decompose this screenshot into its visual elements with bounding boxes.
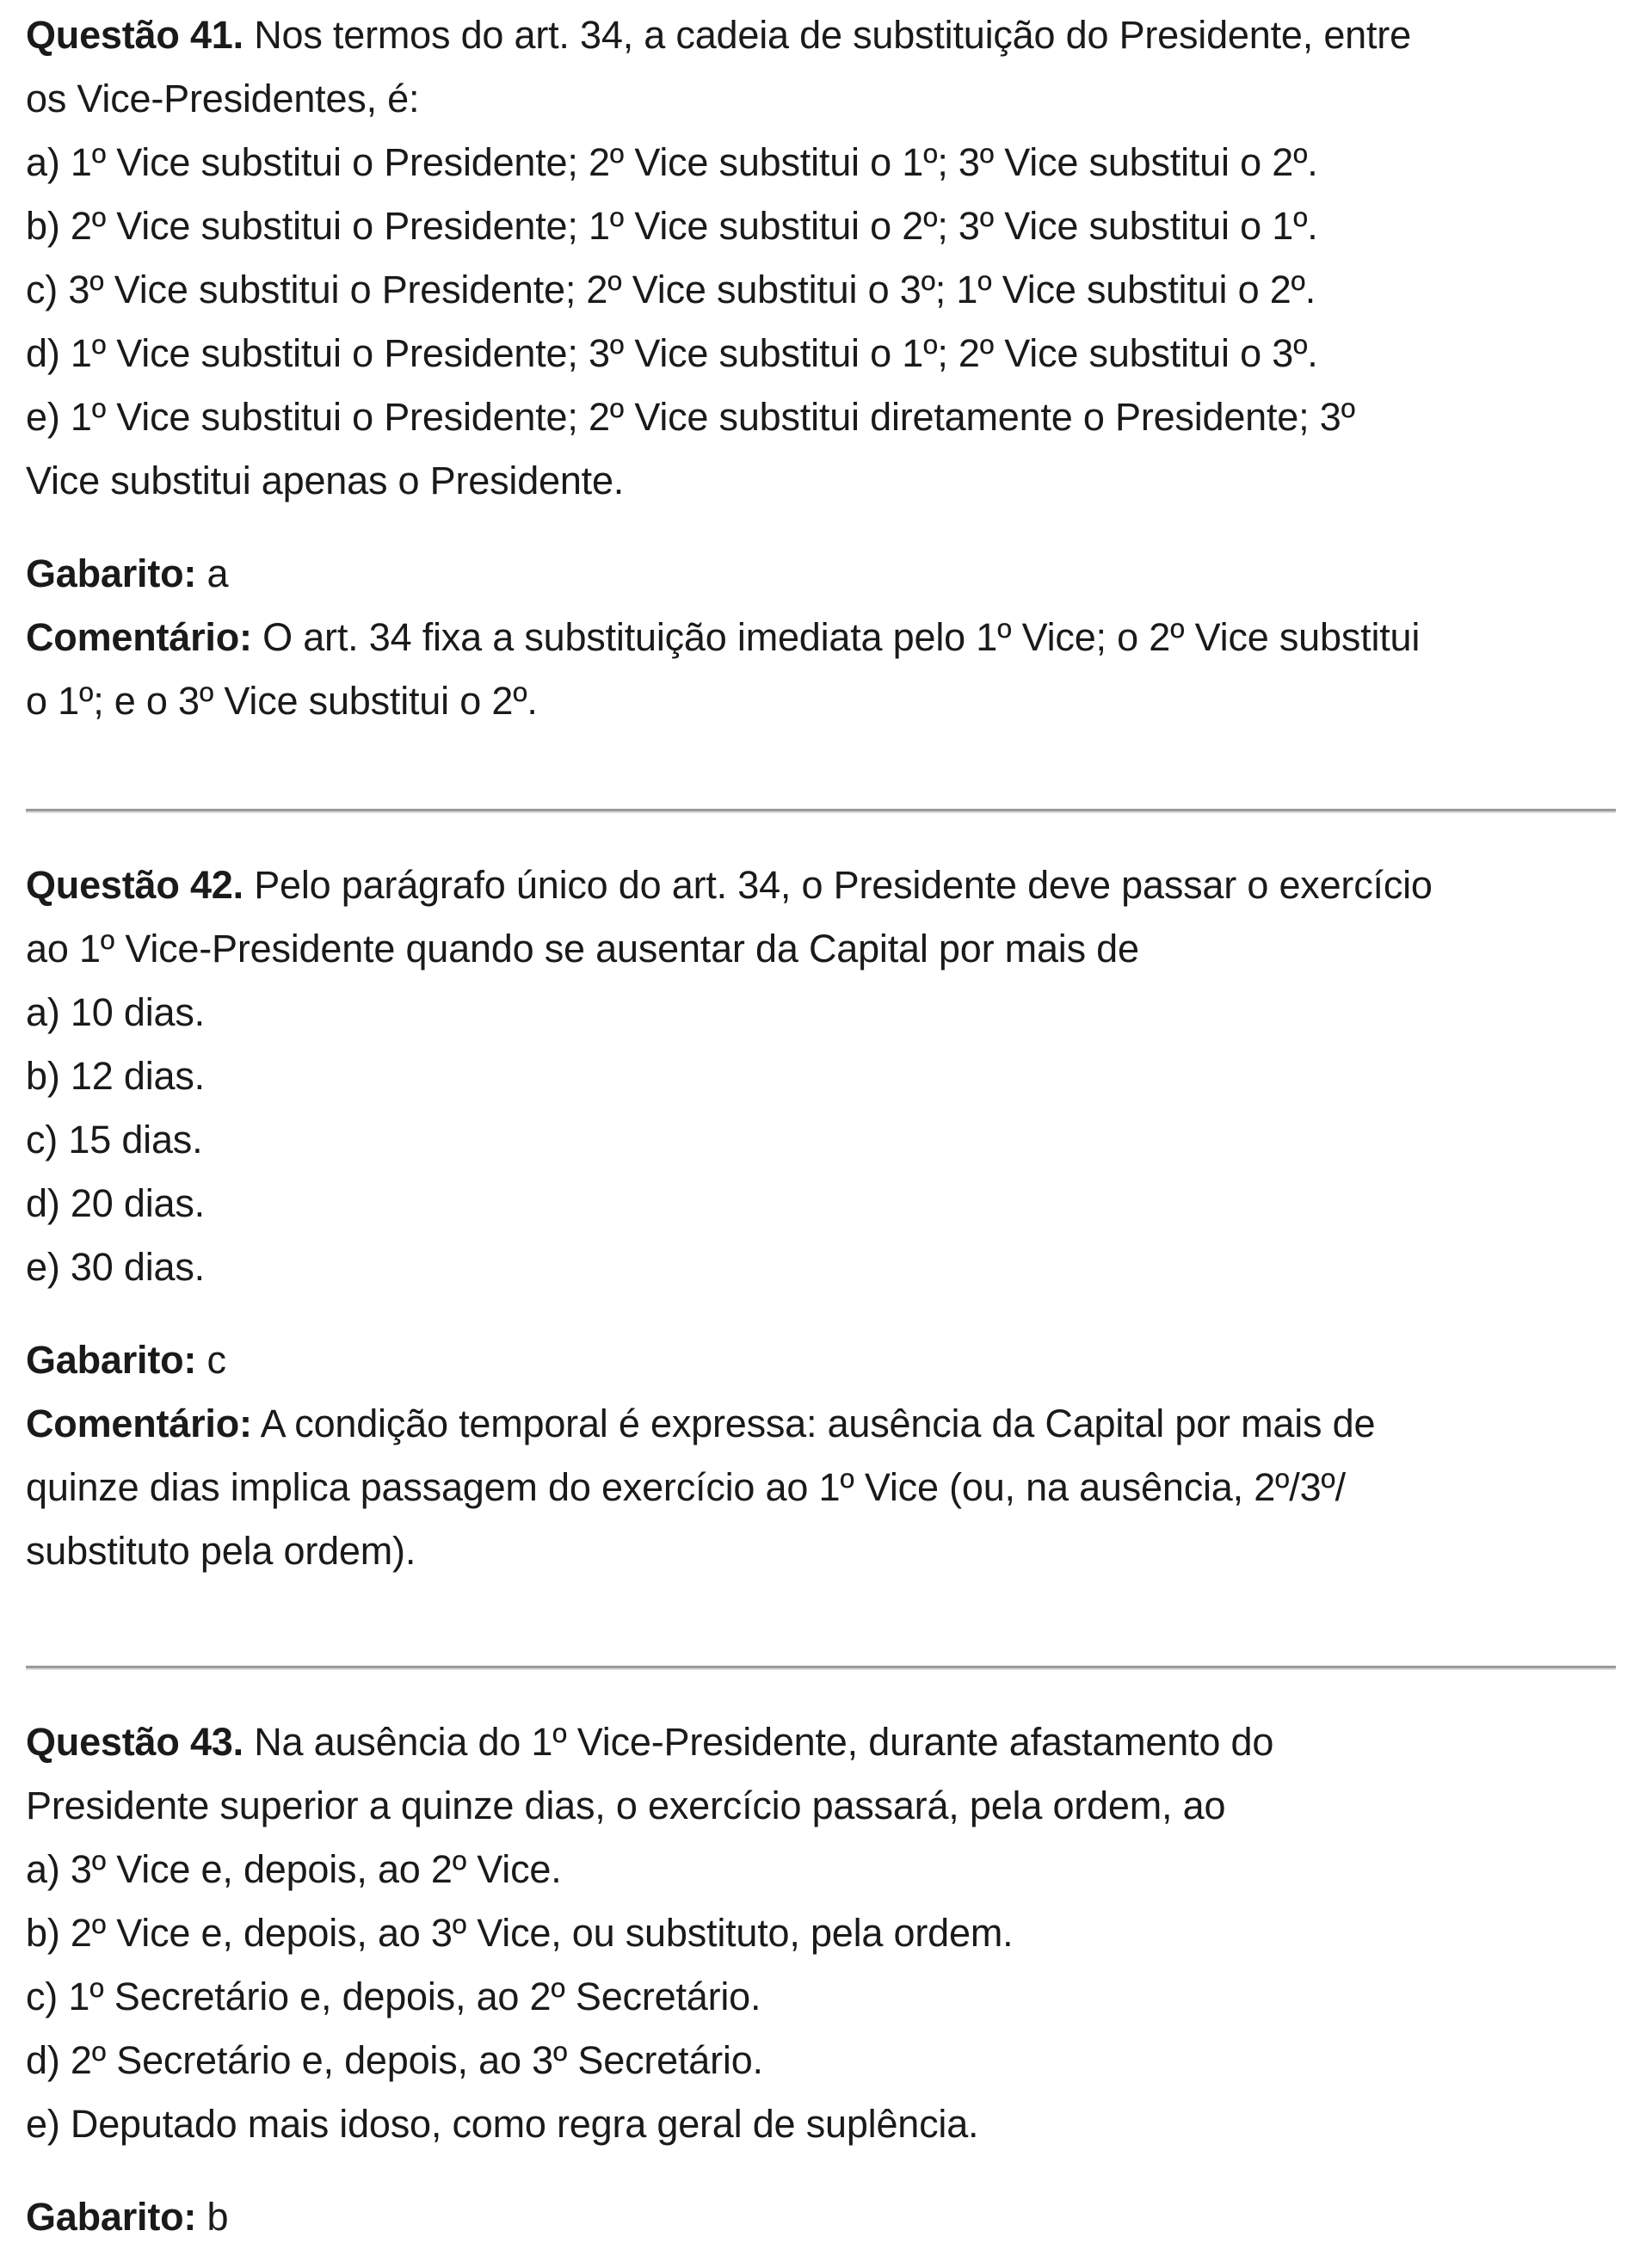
option-e-continuation: Vice substitui apenas o Presidente. xyxy=(26,459,625,502)
section-divider xyxy=(26,1666,1616,1670)
option-c: c) 1º Secretário e, depois, ao 2º Secretário. xyxy=(26,1975,761,2018)
option-e: e) 1º Vice substitui o Presidente; 2º Vice substitui diretamente o Presidente; 3º xyxy=(26,395,1355,439)
option-d: d) 2º Secretário e, depois, ao 3º Secretário. xyxy=(26,2038,763,2082)
comentario-label: Comentário: xyxy=(26,615,252,659)
question-label: Questão 41. xyxy=(26,13,243,57)
gabarito-label: Gabarito: xyxy=(26,2195,197,2239)
option-a: a) 10 dias. xyxy=(26,990,205,1034)
option-d: d) 20 dias. xyxy=(26,1181,205,1225)
option-c: c) 3º Vice substitui o Presidente; 2º Vice substitui o 3º; 1º Vice substitui o 2º. xyxy=(26,268,1316,311)
gabarito-value: c xyxy=(196,1338,226,1382)
comentario-label: Comentário: xyxy=(26,1402,252,1445)
question-label: Questão 43. xyxy=(26,1720,243,1764)
question-41 xyxy=(26,0,1626,733)
question-43 xyxy=(26,1710,1626,2249)
section-divider xyxy=(26,809,1616,813)
comentario-line: quinze dias implica passagem do exercício ao 1º Vice (ou, na ausência, 2º/3º/ xyxy=(26,1465,1346,1509)
question-stem-line: Presidente superior a quinze dias, o exercício passará, pela ordem, ao xyxy=(26,1784,1226,1827)
comentario-line xyxy=(26,606,1626,669)
comentario-line: o 1º; e o 3º Vice substitui o 2º. xyxy=(26,679,538,723)
comentario-text: A condição temporal é expressa: ausência da Capital por mais de xyxy=(251,1402,1376,1445)
option-c: c) 15 dias. xyxy=(26,1118,203,1161)
option-b: b) 12 dias. xyxy=(26,1054,205,1098)
option-e: e) 30 dias. xyxy=(26,1245,205,1289)
option-a: a) 1º Vice substitui o Presidente; 2º Vice substitui o 1º; 3º Vice substitui o 2º. xyxy=(26,140,1318,184)
question-stem-line xyxy=(26,3,1626,67)
gabarito-label: Gabarito: xyxy=(26,1338,197,1382)
gabarito xyxy=(26,1328,1626,1392)
question-stem-line xyxy=(26,1710,1626,1774)
question-label: Questão 42. xyxy=(26,863,243,907)
question-stem-text: Nos termos do art. 34, a cadeia de substituição do Presidente, entre xyxy=(243,13,1411,57)
gabarito xyxy=(26,2185,1626,2249)
comentario-line: substituto pela ordem). xyxy=(26,1529,416,1573)
option-b: b) 2º Vice substitui o Presidente; 1º Vice substitui o 2º; 3º Vice substitui o 1º. xyxy=(26,204,1318,248)
comentario-line xyxy=(26,1392,1626,1456)
question-stem-text: Pelo parágrafo único do art. 34, o Presidente deve passar o exercício xyxy=(243,863,1433,907)
gabarito xyxy=(26,542,1626,606)
gabarito-label: Gabarito: xyxy=(26,551,197,595)
question-stem-text: Na ausência do 1º Vice-Presidente, durante afastamento do xyxy=(243,1720,1274,1764)
question-stem-line: os Vice-Presidentes, é: xyxy=(26,77,420,120)
question-42 xyxy=(26,853,1626,1583)
option-b: b) 2º Vice e, depois, ao 3º Vice, ou substituto, pela ordem. xyxy=(26,1911,1014,1955)
option-d: d) 1º Vice substitui o Presidente; 3º Vice substitui o 1º; 2º Vice substitui o 3º. xyxy=(26,331,1318,375)
question-stem-line xyxy=(26,853,1626,917)
gabarito-value: a xyxy=(196,551,229,595)
gabarito-value: b xyxy=(196,2195,229,2239)
option-e: e) Deputado mais idoso, como regra geral de suplência. xyxy=(26,2102,979,2146)
option-a: a) 3º Vice e, depois, ao 2º Vice. xyxy=(26,1847,562,1891)
comentario-text: O art. 34 fixa a substituição imediata pelo 1º Vice; o 2º Vice substitui xyxy=(251,615,1421,659)
question-stem-line: ao 1º Vice-Presidente quando se ausentar da Capital por mais de xyxy=(26,927,1139,970)
